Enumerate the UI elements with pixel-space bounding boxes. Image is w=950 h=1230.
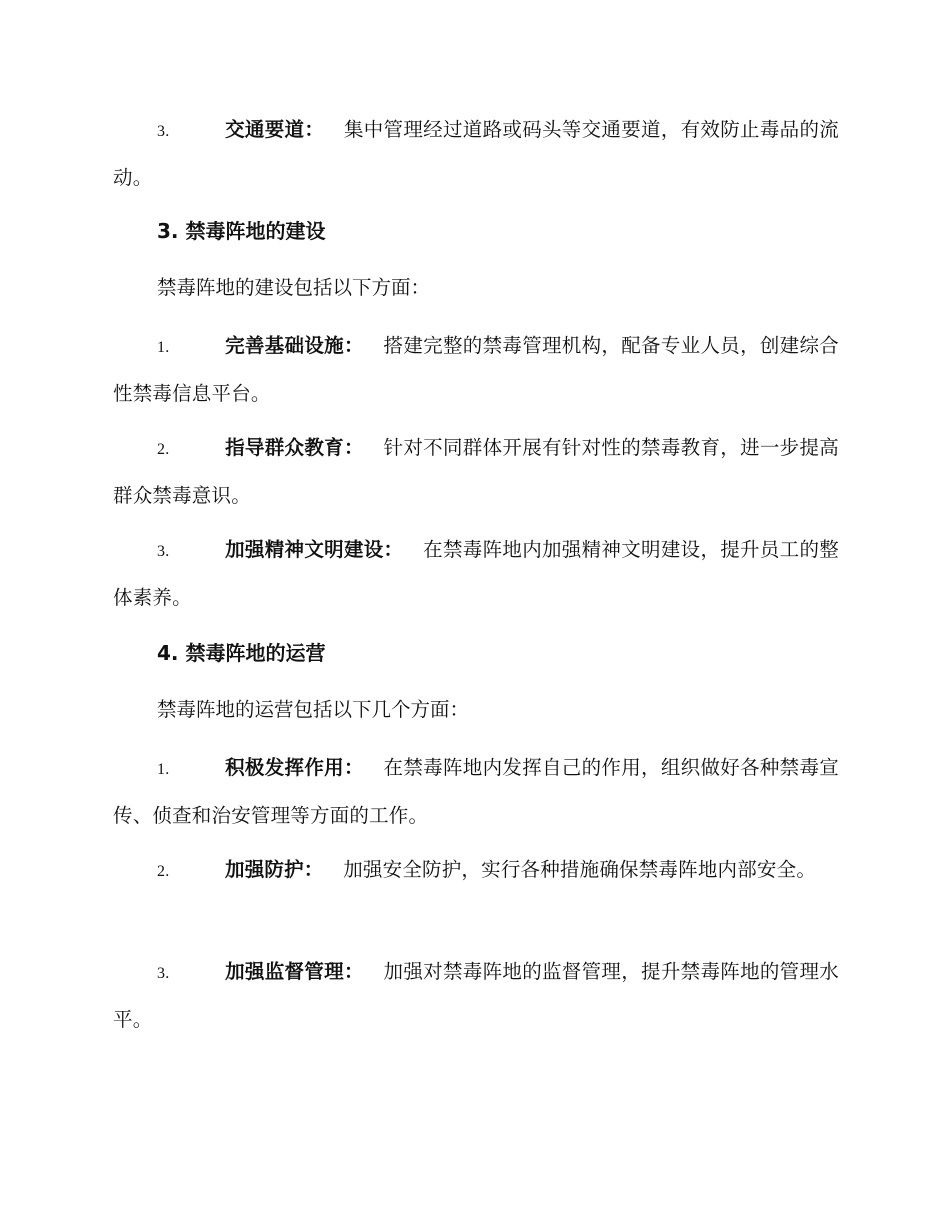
list-number: 2. [157,863,170,880]
list-item [113,949,839,1043]
list-text: 针对不同群体开展有针对性的禁毒教育，进一步提高群众禁毒意识。 [113,436,839,507]
list-text: 加强对禁毒阵地的监督管理，提升禁毒阵地的管理水平。 [113,960,839,1031]
section-intro: 禁毒阵地的运营包括以下几个方面： [157,698,470,721]
list-term: 加强防护： [225,858,324,881]
list-number: 3. [157,965,170,982]
list-item [113,323,839,417]
list-number: 3. [157,543,170,560]
list-term: 积极发挥作用： [225,756,364,779]
section-heading: 4. 禁毒阵地的运营 [157,641,326,665]
list-number: 1. [157,761,170,778]
list-number: 1. [157,339,170,356]
list-term: 指导群众教育： [225,436,364,459]
section-heading: 3. 禁毒阵地的建设 [157,219,326,243]
list-term: 完善基础设施： [225,334,364,357]
list-item [113,745,839,839]
list-term: 加强精神文明建设： [225,538,404,561]
list-text: 搭建完整的禁毒管理机构，配备专业人员，创建综合性禁毒信息平台。 [113,334,839,405]
list-text: 加强安全防护，实行各种措施确保禁毒阵地内部安全。 [343,858,817,881]
list-item [113,847,839,895]
list-item [113,107,839,201]
list-text: 集中管理经过道路或码头等交通要道，有效防止毒品的流动。 [113,118,839,189]
list-number: 3. [157,123,170,140]
list-term: 交通要道： [225,118,325,141]
list-number: 2. [157,441,170,458]
list-item [113,527,839,621]
list-text: 在禁毒阵地内发挥自己的作用，组织做好各种禁毒宣传、侦查和治安管理等方面的工作。 [113,756,839,827]
list-text: 在禁毒阵地内加强精神文明建设，提升员工的整体素养。 [113,538,839,609]
list-term: 加强监督管理： [225,960,364,983]
list-item [113,425,839,519]
section-intro: 禁毒阵地的建设包括以下方面： [157,276,431,299]
